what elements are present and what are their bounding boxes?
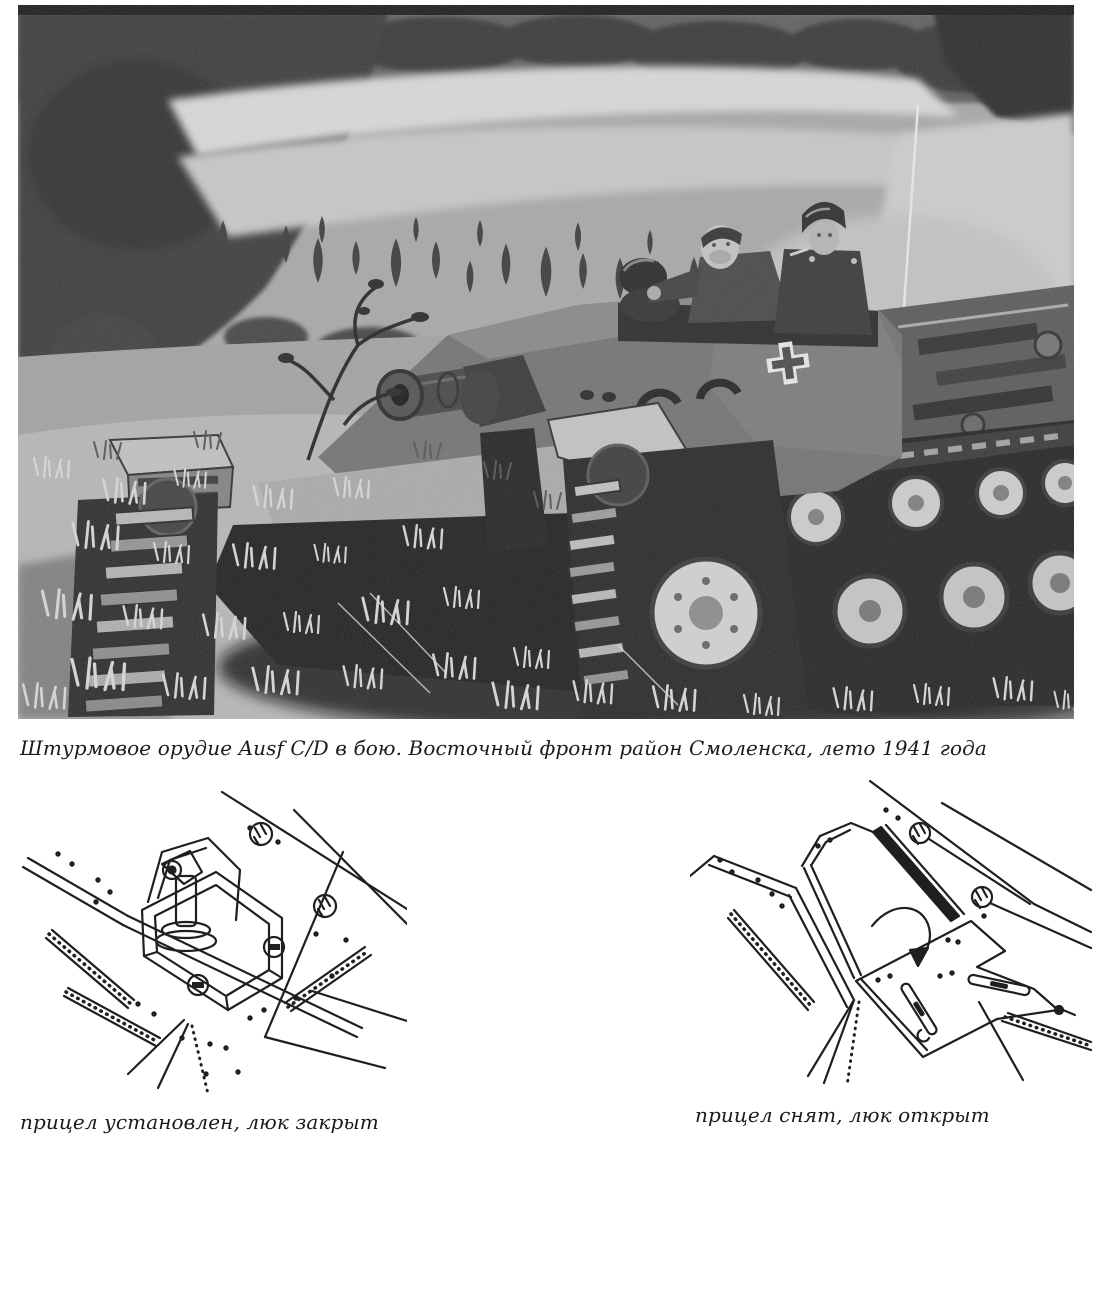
diagram-left-caption: прицел установлен, люк закрыт — [20, 1110, 379, 1134]
diagram-right-caption: прицел снят, люк открыт — [695, 1103, 990, 1127]
diagram-sight-installed-art — [10, 788, 407, 1102]
stug-photo — [18, 5, 1074, 719]
photo-caption: Штурмовое орудие Ausf C/D в бою. Восточный фронт район Смоленска, лето 1941 года — [20, 736, 987, 760]
stug-photo-art — [18, 5, 1074, 719]
diagram-sight-removed-art — [690, 778, 1097, 1092]
diagram-sight-installed — [10, 788, 407, 1102]
film-grain — [18, 5, 1074, 719]
diagram-sight-removed — [690, 778, 1097, 1092]
